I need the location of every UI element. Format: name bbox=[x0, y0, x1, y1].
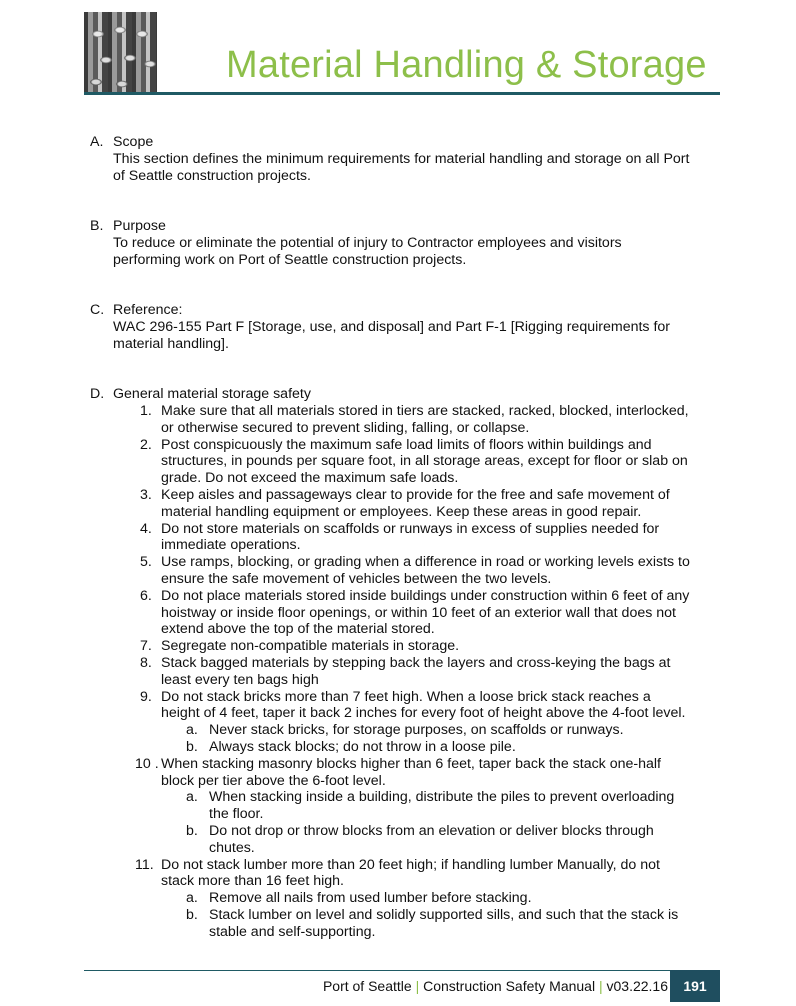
list-item-line: or otherwise secured to prevent sliding, falling, or collapse. bbox=[161, 419, 530, 436]
list-item-line: Post conspicuously the maximum safe load limits of floors within buildings and bbox=[161, 436, 652, 453]
list-item-line: stack more than 16 feet high. bbox=[161, 873, 344, 890]
footer-manual: Construction Safety Manual bbox=[423, 978, 596, 994]
section-body-line: WAC 296-155 Part F [Storage, use, and disposal] and Part F-1 [Rigging requirements for bbox=[113, 319, 671, 335]
section-body-line: material handling]. bbox=[113, 335, 229, 352]
list-item-line: Make sure that all materials stored in tiers are stacked, racked, blocked, interlocked, bbox=[161, 403, 689, 419]
section-heading: Reference: bbox=[113, 302, 183, 318]
list-item-line: hoistway or inside floor openings, or within 10 feet of an exterior wall that does not bbox=[161, 604, 676, 621]
sub-item-letter: a. bbox=[186, 789, 198, 806]
section-letter: D. bbox=[90, 386, 105, 402]
list-item-line: block per tier above the 6-foot level. bbox=[161, 772, 386, 789]
sub-item-letter: b. bbox=[186, 823, 198, 839]
header-image-barrels bbox=[84, 12, 157, 92]
list-item-line: height of 4 feet, taper it back 2 inches for every foot of height above the 4-foot level. bbox=[161, 705, 686, 722]
list-item-number: 4. bbox=[140, 520, 152, 537]
list-item-line: extend above the top of the material stored. bbox=[161, 621, 435, 638]
sub-item-letter: b. bbox=[186, 907, 198, 923]
sub-item-line: stable and self-supporting. bbox=[209, 923, 376, 940]
footer-separator: | bbox=[415, 978, 420, 994]
list-item-number: 5. bbox=[140, 554, 152, 571]
sub-item-line: chutes. bbox=[209, 839, 255, 856]
list-item-line: Stack bagged materials by stepping back the layers and cross-keying the bags at bbox=[161, 655, 671, 671]
page-number: 191 bbox=[670, 970, 720, 1002]
list-item-number: 3. bbox=[140, 487, 152, 503]
list-item-number: 8. bbox=[140, 655, 152, 671]
list-item-line: grade. Do not exceed the maximum safe loads. bbox=[161, 470, 459, 487]
section-heading: Scope bbox=[113, 134, 154, 150]
page-title: Material Handling & Storage bbox=[226, 44, 707, 86]
list-item-line: Do not stack bricks more than 7 feet high. When a loose brick stack reaches a bbox=[161, 688, 651, 705]
list-item-line: least every ten bags high bbox=[161, 671, 319, 688]
section-heading: General material storage safety bbox=[113, 386, 311, 402]
section-letter: C. bbox=[90, 302, 105, 318]
section-letter: A. bbox=[90, 134, 104, 150]
list-item-line: immediate operations. bbox=[161, 537, 301, 554]
list-item-line: ensure the safe movement of vehicles between the two levels. bbox=[161, 571, 552, 587]
footer-version: v03.22.16 bbox=[606, 978, 668, 994]
footer-org: Port of Seattle bbox=[322, 978, 412, 994]
section-body-line: To reduce or eliminate the potential of injury to Contractor employees and visitors bbox=[113, 235, 622, 251]
list-item-line: Do not place materials stored inside buildings under construction within 6 feet of any bbox=[161, 587, 690, 604]
sub-item-letter: b. bbox=[186, 739, 198, 755]
list-item-number: 10 . bbox=[135, 755, 159, 772]
list-item-number: 7. bbox=[140, 638, 152, 655]
sub-item-line: Always stack blocks; do not throw in a loose pile. bbox=[209, 739, 516, 755]
list-item-line: structures, in pounds per square foot, in all storage areas, except for floor or slab on bbox=[161, 453, 688, 470]
section-body-line: This section defines the minimum requirements for material handling and storage on all Port bbox=[113, 151, 690, 167]
footer bbox=[323, 978, 668, 994]
list-item-number: 11. bbox=[135, 856, 154, 873]
sub-item-letter: a. bbox=[186, 890, 198, 907]
sub-item-line: When stacking inside a building, distribute the piles to prevent overloading bbox=[209, 789, 675, 806]
section-letter: B. bbox=[90, 218, 104, 234]
footer-rule bbox=[84, 970, 674, 971]
sub-item-line: Do not drop or throw blocks from an elevation or deliver blocks through bbox=[209, 823, 654, 839]
list-item-number: 1. bbox=[140, 403, 152, 419]
section-heading: Purpose bbox=[113, 218, 166, 234]
list-item-line: material handling equipment or employees. Keep these areas in good repair. bbox=[161, 503, 642, 520]
list-item-line: Keep aisles and passageways clear to provide for the free and safe movement of bbox=[161, 487, 670, 503]
sub-item-letter: a. bbox=[186, 722, 198, 739]
list-item-line: When stacking masonry blocks higher than 6 feet, taper back the stack one-half bbox=[161, 755, 661, 772]
list-item-line: Do not store materials on scaffolds or runways in excess of supplies needed for bbox=[161, 520, 660, 537]
list-item-number: 2. bbox=[140, 436, 152, 453]
footer-separator: | bbox=[598, 978, 603, 994]
list-item-line: Do not stack lumber more than 20 feet high; if handling lumber Manually, do not bbox=[161, 856, 660, 873]
sub-item-line: Stack lumber on level and solidly supported sills, and such that the stack is bbox=[209, 907, 679, 923]
section-body-line: of Seattle construction projects. bbox=[113, 167, 311, 184]
list-item-number: 6. bbox=[140, 587, 152, 604]
list-item-number: 9. bbox=[140, 688, 152, 705]
sub-item-line: Never stack bricks, for storage purposes, on scaffolds or runways. bbox=[209, 722, 624, 739]
list-item-line: Use ramps, blocking, or grading when a difference in road or working levels exists to bbox=[161, 554, 690, 571]
header-rule bbox=[84, 92, 720, 95]
section-body-line: performing work on Port of Seattle construction projects. bbox=[113, 251, 467, 268]
list-item-line: Segregate non-compatible materials in storage. bbox=[161, 638, 460, 655]
sub-item-line: Remove all nails from used lumber before stacking. bbox=[209, 890, 532, 907]
sub-item-line: the floor. bbox=[209, 806, 264, 823]
